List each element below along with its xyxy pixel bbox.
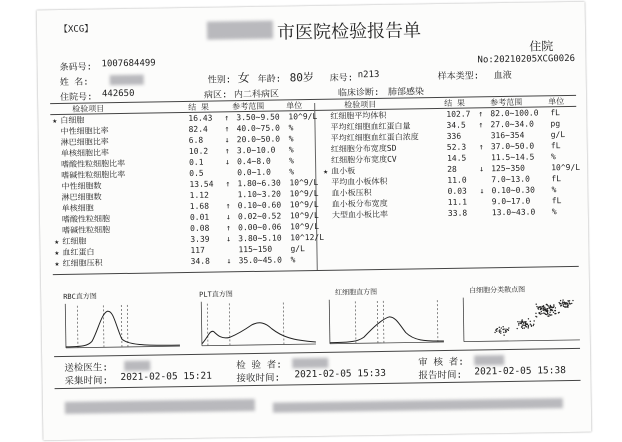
- rbc-distribution-label: 红细胞直方图: [335, 288, 378, 297]
- wbc-scatter-label: 白细胞分类散点图: [469, 285, 526, 295]
- test-result: 14.5: [446, 153, 467, 163]
- abnormal-flag: ↑: [478, 109, 484, 119]
- header-item-left: 检验项目: [72, 104, 105, 114]
- scatter-dot: [500, 331, 501, 332]
- scatter-dot: [508, 327, 509, 328]
- reference-range: 0.0~1.0: [237, 167, 272, 178]
- test-result: 34.5: [446, 120, 466, 130]
- test-result: 0.01: [189, 212, 210, 222]
- reviewer-label: 审 核 者:: [418, 356, 464, 369]
- scatter-dot: [551, 314, 552, 315]
- scatter-dot: [549, 311, 550, 312]
- star-marker: ★: [52, 116, 58, 126]
- test-name: 血小板: [331, 166, 356, 176]
- reference-range: 11.5~14.5: [490, 152, 535, 163]
- scatter-dot: [496, 331, 497, 332]
- scatter-dot: [505, 328, 506, 329]
- star-marker: ★: [54, 237, 60, 247]
- test-unit: fL: [550, 108, 561, 118]
- test-name: 白细胞: [60, 115, 85, 125]
- reference-range: 125~350: [491, 163, 525, 174]
- test-unit: %: [550, 152, 556, 162]
- test-result: 102.7: [446, 109, 471, 119]
- reference-range: 7.0~13.0: [491, 174, 530, 185]
- abnormal-flag: ↑: [478, 142, 484, 152]
- test-unit: 10^9/L: [289, 199, 319, 210]
- scatter-dot: [527, 327, 528, 328]
- test-result: 52.3: [446, 142, 467, 152]
- wbc-scatter-chart: [461, 294, 582, 344]
- test-result: 0.5: [189, 168, 204, 178]
- star-marker: ★: [54, 259, 60, 269]
- test-name: 嗜酸性粒细胞比率: [61, 158, 126, 169]
- scatter-dot: [522, 328, 523, 329]
- test-name: 红细胞分布宽度SD: [330, 143, 397, 154]
- test-unit: 10^9/L: [289, 177, 319, 188]
- tester-label: 检 验 者:: [236, 359, 283, 372]
- diagnosis-value: 肺部感染: [387, 87, 425, 98]
- header-unit-right: 单位: [548, 97, 565, 107]
- collect-time-label: 采集时间:: [64, 375, 109, 387]
- redacted-sender: [124, 361, 150, 371]
- reference-range: 0.10~0.60: [237, 200, 282, 211]
- abnormal-flag: ↑: [224, 146, 230, 156]
- reference-range: 115~150: [238, 244, 273, 255]
- report-number: No:20210205XCG0026: [477, 53, 576, 66]
- scatter-dot: [562, 301, 563, 302]
- scatter-dot: [524, 327, 525, 328]
- test-unit: 10^9/L: [288, 111, 318, 122]
- abnormal-flag: ↓: [479, 164, 485, 174]
- reference-range: 13.0~43.0: [491, 207, 536, 218]
- scatter-dot: [499, 327, 500, 328]
- sample-type-label: 样本类型:: [437, 71, 480, 83]
- star-marker: ★: [323, 166, 329, 176]
- collect-time-value: 2021-02-05 15:21: [120, 370, 213, 384]
- test-result: 34.8: [190, 256, 210, 266]
- header-result-right: 结 果: [444, 98, 466, 108]
- test-result: 336: [446, 131, 462, 141]
- rbc-histogram-panel: [63, 290, 182, 350]
- scatter-dot: [494, 332, 495, 333]
- test-result: 13.54: [189, 179, 214, 189]
- barcode-value: 1007684499: [101, 58, 156, 70]
- abnormal-flag: ↓: [224, 157, 230, 167]
- age-label: 年龄:: [257, 74, 282, 85]
- header-unit-left: 单位: [286, 101, 303, 111]
- scatter-dot: [519, 321, 520, 322]
- test-unit: fL: [550, 141, 561, 151]
- inpatient-no-label: 住院号:: [59, 92, 93, 103]
- scatter-dot: [521, 319, 522, 320]
- rbc-distribution-chart: [327, 296, 446, 346]
- reference-range: 3.0~10.0: [236, 145, 276, 156]
- test-result: 117: [190, 245, 205, 255]
- test-name: 单核细胞: [61, 203, 94, 213]
- test-result: 3.39: [190, 234, 210, 244]
- wbc-scatter-panel: [461, 284, 582, 344]
- scatter-dot: [517, 321, 518, 322]
- scatter-dot: [530, 321, 531, 322]
- scatter-dot: [499, 331, 500, 332]
- barcode-label: 条码号:: [59, 62, 93, 73]
- reference-range: 20.0~50.0: [236, 134, 281, 145]
- abnormal-flag: ↑: [224, 124, 230, 134]
- scatter-dot: [541, 311, 542, 312]
- test-result: 82.4: [188, 124, 208, 134]
- redacted-footer-note-1: [65, 399, 255, 414]
- redacted-patient-name: [110, 75, 144, 86]
- reference-range: 0.4~8.0: [236, 156, 271, 167]
- reference-range: 3.80~5.10: [238, 233, 282, 244]
- inpatient-label: 住院: [529, 39, 554, 54]
- ward-value: 内二科病区: [233, 89, 280, 101]
- redacted-tester: [292, 358, 328, 369]
- rbc-histogram-label: RBC直方图: [63, 292, 97, 301]
- test-result: 16.43: [188, 113, 213, 123]
- plt-histogram-chart: [199, 298, 318, 348]
- reference-range: 9.0~17.0: [491, 196, 531, 207]
- test-unit: fL: [551, 174, 562, 184]
- reference-range: 0.00~0.06: [238, 222, 282, 233]
- scatter-dot: [503, 332, 504, 333]
- plt-histogram-label: PLT直方图: [199, 290, 233, 299]
- lab-report-sheet: [37, 2, 592, 441]
- scatter-dot: [533, 320, 534, 321]
- scatter-dot: [518, 323, 519, 324]
- abnormal-flag: ↑: [226, 223, 231, 233]
- scatter-dot: [535, 313, 536, 314]
- report-title: 市医院检验报告单: [276, 20, 422, 44]
- test-name: 红细胞分布宽度CV: [330, 154, 397, 165]
- ward-label: 病区:: [203, 90, 228, 101]
- test-name: 单核细胞比率: [60, 148, 109, 158]
- scatter-dot: [533, 324, 534, 325]
- scatter-dot: [540, 313, 541, 314]
- test-unit: %: [288, 134, 294, 144]
- test-result: 10.2: [188, 146, 209, 156]
- scatter-dot: [553, 306, 554, 307]
- reference-range: 1.10~3.20: [237, 189, 282, 200]
- test-result: 6.8: [188, 135, 204, 145]
- test-unit: g/L: [290, 244, 305, 254]
- scatter-dot: [555, 307, 556, 308]
- test-unit: g/L: [550, 130, 566, 140]
- abnormal-flag: ↑: [225, 179, 231, 189]
- bed-label: 床号:: [329, 73, 354, 84]
- scatter-dot: [528, 318, 529, 319]
- abnormal-flag: ↑: [225, 201, 231, 211]
- test-name: 嗜碱性粒细胞比率: [61, 169, 126, 180]
- test-name: 淋巴细胞数: [61, 192, 102, 202]
- scatter-dot: [501, 327, 502, 328]
- test-unit: 10^9/L: [289, 188, 319, 199]
- test-unit: %: [288, 123, 294, 133]
- reference-range: 40.0~75.0: [236, 123, 280, 134]
- sample-type-value: 血液: [493, 70, 512, 82]
- reference-range: 82.0~100.0: [490, 108, 539, 119]
- test-unit: 10^12/L: [290, 232, 325, 243]
- scatter-dot: [503, 335, 504, 336]
- receive-time-label: 接收时间:: [236, 372, 281, 385]
- test-result: 1.68: [189, 201, 210, 211]
- test-unit: %: [289, 167, 295, 177]
- redacted-footer-note-2: [273, 398, 563, 413]
- diagnosis-label: 临床诊断:: [337, 87, 380, 99]
- scatter-dot: [541, 313, 542, 314]
- reference-range: 0.10~0.30: [491, 185, 535, 196]
- xcg-tag: 【XCG】: [58, 24, 94, 35]
- test-result: 0.08: [190, 223, 210, 233]
- scatter-dot: [571, 303, 572, 304]
- test-result: 11.0: [447, 175, 467, 185]
- abnormal-flag: ↓: [479, 186, 485, 196]
- inpatient-no-value: 442650: [101, 88, 135, 100]
- test-unit: %: [551, 207, 557, 217]
- redacted-reviewer: [474, 355, 504, 365]
- receive-time-value: 2021-02-05 15:33: [294, 367, 387, 381]
- redacted-city-name: [207, 21, 273, 40]
- scatter-dot: [544, 307, 545, 308]
- scatter-dot: [536, 304, 537, 305]
- test-name: 红细胞: [62, 236, 87, 246]
- scatter-dot: [518, 324, 519, 325]
- test-unit: %: [551, 185, 557, 195]
- reference-range: 1.80~6.30: [237, 178, 281, 189]
- scatter-dot: [562, 299, 563, 300]
- test-unit: fL: [551, 196, 562, 206]
- rbc-distribution-panel: [327, 286, 446, 346]
- report-time-value: 2021-02-05 15:38: [474, 365, 566, 378]
- bed-value: n213: [357, 69, 380, 81]
- scatter-dot: [572, 300, 573, 301]
- abnormal-flag: ↓: [224, 135, 230, 145]
- scatter-dot: [563, 306, 564, 307]
- test-result: 28: [447, 164, 457, 174]
- scatter-dot: [559, 302, 560, 303]
- reference-range: 0.02~0.52: [237, 211, 282, 222]
- test-name: 嗜碱性粒细胞: [62, 225, 111, 235]
- scatter-dot: [502, 326, 503, 327]
- star-marker: ★: [54, 248, 60, 258]
- reference-range: 27.0~34.0: [490, 119, 534, 130]
- test-unit: 10^9/L: [551, 162, 581, 173]
- sex-value: 女: [237, 70, 250, 86]
- test-name: 平均红细胞血红蛋白浓度: [330, 132, 419, 143]
- test-name: 平均红细胞血红蛋白量: [330, 121, 411, 132]
- header-ref-right: 参考范围: [490, 97, 523, 108]
- age-value: 80岁: [289, 70, 315, 85]
- test-unit: %: [288, 156, 294, 166]
- scatter-dot: [560, 300, 561, 301]
- test-result: 1.12: [189, 190, 209, 200]
- abnormal-flag: ↑: [224, 113, 230, 123]
- scatter-dot: [547, 308, 548, 309]
- scatter-dot: [563, 304, 564, 305]
- test-name: 中性细胞比率: [60, 126, 109, 136]
- test-name: 平均血小板体积: [331, 176, 388, 187]
- scatter-dot: [500, 332, 501, 333]
- reference-range: 37.0~50.0: [490, 141, 535, 152]
- sex-label: 性别:: [207, 75, 232, 86]
- test-result: 33.8: [447, 208, 468, 218]
- header-result-left: 结 果: [188, 102, 210, 112]
- report-time-label: 报告时间:: [418, 369, 463, 382]
- test-result: 0.03: [447, 186, 467, 196]
- test-result: 0.1: [188, 157, 204, 167]
- scatter-dot: [517, 328, 518, 329]
- test-name: 红细胞压积: [62, 258, 103, 268]
- scatter-dot: [553, 304, 554, 305]
- test-name: 血红蛋白: [62, 247, 95, 257]
- test-name: 淋巴细胞比率: [60, 137, 109, 147]
- scatter-dot: [536, 306, 537, 307]
- scatter-dot: [533, 325, 534, 326]
- abnormal-flag: ↓: [226, 234, 232, 244]
- test-name: 嗜酸性粒细胞: [61, 214, 111, 224]
- test-name: 中性细胞数: [61, 181, 102, 191]
- test-name: 大型血小板比率: [331, 209, 388, 220]
- scatter-dot: [546, 314, 547, 315]
- test-unit: 10^9/L: [289, 210, 319, 221]
- test-unit: %: [290, 255, 296, 265]
- test-name: 血小板压积: [331, 188, 372, 198]
- abnormal-flag: ↓: [226, 256, 232, 266]
- test-unit: 10^9/L: [290, 221, 320, 232]
- test-unit: %: [288, 145, 294, 155]
- scatter-dot: [553, 312, 554, 313]
- name-label: 姓 名:: [59, 77, 89, 88]
- reference-range: 316~354: [490, 130, 525, 141]
- test-name: 血小板分布宽度: [331, 198, 388, 209]
- abnormal-flag: ↓: [225, 212, 231, 222]
- header-ref-left: 参考范围: [232, 101, 265, 112]
- header-item-right: 检验项目: [344, 100, 377, 110]
- sender-label: 送检医生:: [64, 362, 109, 374]
- reference-range: 35.0~45.0: [238, 255, 283, 266]
- test-name: 红细胞平均体积: [330, 110, 387, 121]
- plt-histogram-panel: [199, 288, 318, 348]
- test-unit: pg: [550, 119, 561, 129]
- abnormal-flag: ↑: [478, 120, 484, 130]
- rbc-histogram-chart: [63, 300, 182, 350]
- test-result: 11.1: [447, 197, 468, 207]
- reference-range: 3.50~9.50: [236, 112, 280, 123]
